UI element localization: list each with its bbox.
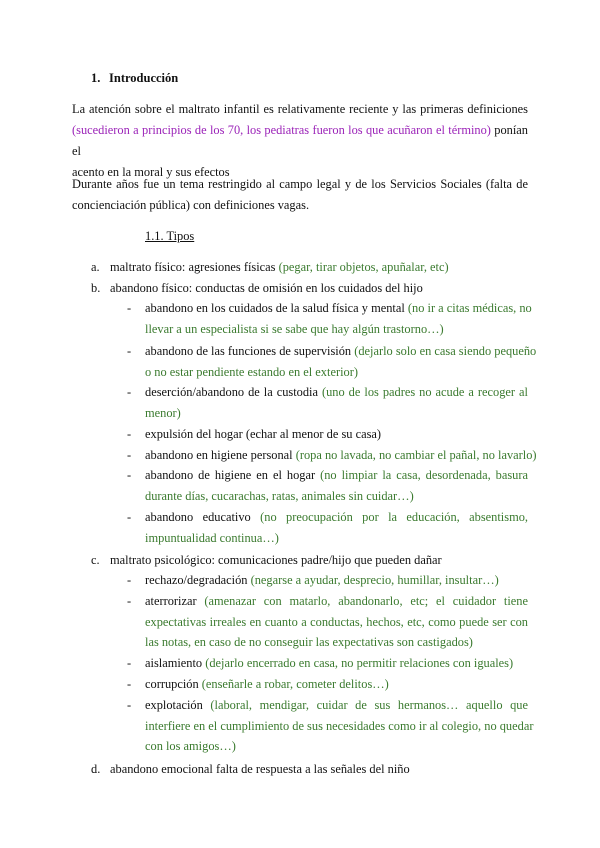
paragraph-intro xyxy=(72,99,528,183)
paragraph-text: ponían el xyxy=(72,123,528,158)
section-number: 1. xyxy=(91,71,101,85)
paragraph-line xyxy=(72,120,528,162)
section-title: Introducción xyxy=(109,71,179,85)
highlight-note: (no ir a citas médicas, no xyxy=(407,301,532,315)
highlight-note: las notas, en caso de no conseguir las expectativas son castigados) xyxy=(145,635,473,649)
list-marker: a. xyxy=(91,260,100,274)
highlight-note: (no preocupación por la educación, absentismo, xyxy=(260,510,528,524)
list-item-text: abandono emocional falta de respuesta a las señales del niño xyxy=(110,762,410,776)
highlight-note: expectativas irreales en cuanto a conductas, hechos, etc, como puede ser con xyxy=(145,614,528,629)
highlight-note: o no estar pendiente estando en el exterior) xyxy=(145,364,358,379)
highlight-note: impuntualidad continua…) xyxy=(145,530,279,545)
highlight-note: interfiere en el cumplimiento de sus necesidades como ir al colegio, no quedar xyxy=(145,718,534,733)
highlight-note: (amenazar con matarlo, abandonarlo, etc; el cuidador tiene xyxy=(204,594,528,608)
list-marker: b. xyxy=(91,281,101,295)
highlight-note: durante días, cucarachas, ratas, animales sin cuidar…) xyxy=(145,488,414,503)
list-item-text: maltrato físico: agresiones físicas (pegar, tirar objetos, apuñalar, etc) xyxy=(110,260,449,274)
highlight-note: (dejarlo encerrado en casa, no permitir relaciones con iguales) xyxy=(205,656,514,670)
highlight-note: (enseñarle a robar, cometer delitos…) xyxy=(201,677,389,691)
highlight-note: (ropa no lavada, no cambiar el pañal, no lavarlo) xyxy=(295,448,537,462)
highlight-note: con los amigos…) xyxy=(145,739,236,753)
list-item-text: maltrato psicológico: comunicaciones padre/hijo que pueden dañar xyxy=(110,553,442,567)
highlight-note: (no limpiar la casa, desordenada, basura xyxy=(320,468,528,482)
list-item-text: abandono físico: conductas de omisión en los cuidados del hijo xyxy=(110,281,423,295)
highlight-note: (dejarlo solo en casa siendo pequeño xyxy=(354,344,537,358)
subsection-heading: 1.1. Tipos xyxy=(145,229,195,243)
highlight-note: (pegar, tirar objetos, apuñalar, etc) xyxy=(278,260,449,274)
highlight-note: llevar a un especialista si se sabe que hay algún trastorno…) xyxy=(145,321,444,336)
paragraph-line: acento en la moral y sus efectos xyxy=(72,165,230,179)
highlight-note: (uno de los padres no acude a recoger al xyxy=(321,385,528,399)
paragraph-context xyxy=(72,174,528,216)
paragraph-line: Durante años fue un tema restringido al campo legal y de los Servicios Sociales (falta de xyxy=(72,177,528,191)
document-page: 1. Introducción La atención sobre el maltrato infantil es relativamente reciente y las primeras definiciones (sucedieron a principios de los 70, los pediatras fueron los que acuñaron el término) ponían el acento en la moral y sus efectos Durante años fue un tema restringido al campo legal y de los Servicios Sociales (falta de concienciación pública) con definiciones vagas. 1.1. Tipos a. maltrato físico: agresiones físicas (pegar, tirar objetos, apuñalar, etc) b. abandono físico: conductas de omisión en los cuidados del hijo - abandono en los cuidados de la salud física y mental (no ir a citas médicas, no llevar a un especialista si se sabe que hay algún trastorno…) - abandono de las funciones de supervisión (dejarlo solo en casa siendo pequeño o no estar pendiente estando en el exterior) - deserción/abandono de la custodia (uno de los padres no acude a recoger al menor) - expulsión del hogar (echar al menor de su casa) - abandono en higiene personal (ropa no lavada, no cambiar el pañal, no lavarlo) - abandono de higiene en el hogar (no limpiar la casa, desordenada, basura durante días, cucarachas, ratas, animales sin cuidar…) - abandono educativo (no preocupación por la educación, absentismo, impuntualidad continua…) c. maltrato psicológico: comunicaciones padre/hijo que pueden dañar - rechazo/degradación (negarse a ayudar, desprecio, humillar, insultar…) - aterrorizar (amenazar con matarlo, abandonarlo, etc; el cuidador tiene expectativas irreales en cuanto a conductas, hechos, etc, como puede ser con las notas, en caso de no conseguir las expectativas son castigados) - aislamiento (dejarlo encerrado en casa, no permitir relaciones con iguales) - corrupción (enseñarle a robar, cometer delitos…) - explotación (laboral, mendigar, cuidar de sus hermanos… aquello que interfiere en el cumplimiento de sus necesidades como ir al colegio, no quedar con los amigos…) d. abandono emocional falta de respuesta a las señales del niño xyxy=(0,0,600,848)
paragraph-line: concienciación pública) con definiciones vagas. xyxy=(72,198,310,212)
highlight-note: (sucedieron a principios de los 70, los pediatras fueron los que acuñaron el término) xyxy=(72,123,491,137)
highlight-note: (negarse a ayudar, desprecio, humillar, insultar…) xyxy=(250,573,499,587)
highlight-note: menor) xyxy=(145,405,181,420)
list-marker: d. xyxy=(91,762,101,776)
list-marker: c. xyxy=(91,553,100,567)
paragraph-line: La atención sobre el maltrato infantil es relativamente reciente y las primeras definiciones xyxy=(72,102,528,116)
highlight-note: (laboral, mendigar, cuidar de sus hermanos… aquello que xyxy=(210,698,528,712)
section-heading xyxy=(91,71,178,86)
